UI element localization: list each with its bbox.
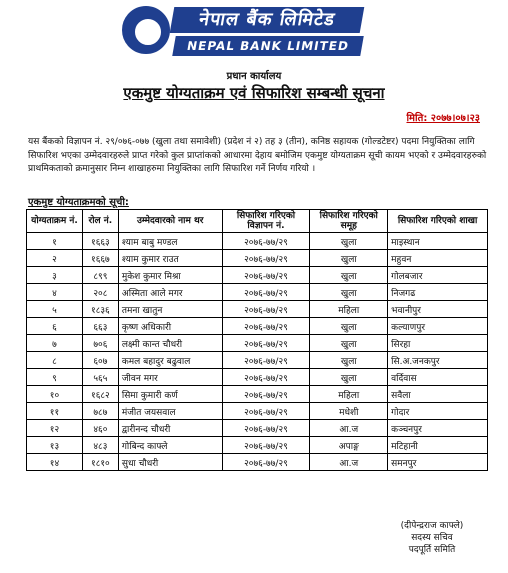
- column-header: रोल नं.: [82, 210, 118, 233]
- table-cell: ५६५: [82, 369, 118, 386]
- table-cell: २: [27, 250, 83, 267]
- table-row: [27, 233, 488, 250]
- table-cell: २०७६-७७/२९: [222, 454, 310, 471]
- table-cell: २०७६-७७/२९: [222, 301, 310, 318]
- table-cell: ४६०: [82, 420, 118, 437]
- bank-name-english: NEPAL BANK LIMITED: [172, 36, 364, 56]
- table-cell: खुला: [310, 267, 388, 284]
- table-cell: द्वारीनन्द चौधरी: [118, 420, 222, 437]
- table-cell: माइस्थान: [388, 233, 488, 250]
- table-cell: सवैला: [388, 386, 488, 403]
- table-cell: आ.ज: [310, 420, 388, 437]
- table-row: [27, 437, 488, 454]
- table-cell: ४: [27, 284, 83, 301]
- table-cell: २०७६-७७/२९: [222, 233, 310, 250]
- table-cell: आ.ज: [310, 454, 388, 471]
- bank-name-nepali: नेपाल बैंक लिमिटेड: [170, 7, 365, 33]
- table-cell: २०७६-७७/२९: [222, 386, 310, 403]
- table-cell: १०: [27, 386, 83, 403]
- table-cell: २०८: [82, 284, 118, 301]
- table-cell: २०७६-७७/२९: [222, 352, 310, 369]
- table-row: [27, 250, 488, 267]
- signatory-name: (दीपेन्द्रराज काफ्ले): [400, 521, 464, 531]
- table-row: [27, 420, 488, 437]
- column-header: उम्मेदवारको नाम थर: [118, 210, 222, 233]
- column-header: योग्यताक्रम नं.: [27, 210, 83, 233]
- signatory-role: सदस्य सचिव: [411, 533, 453, 543]
- notice-paragraph: यस बैंकको विज्ञापन नं. २९/०७६-०७७ (खुला तथा समावेशी) (प्रदेश नं २) तह ३ (तीन), कनिष्ठ सहायक (गोल्डटेष्टर) पदमा नियुक्तिका लागि सिफारिश भएका उम्मेदवारहरुले प्राप्त गरेको कुल प्राप्तांकको आधारमा देहाय बमोजिम एकमुष्ट योग्यताक्रम सूची कायम भएको र उम्मेदवारहरुको प्राथमिकताको क्रमानुसार निम्न शाखाहरुमा नियुक्तिका लागि सिफारिश गर्ने निर्णय गरियो ।: [28, 137, 487, 174]
- table-row: [27, 352, 488, 369]
- table-cell: सि.अ.जनकपुर: [388, 352, 488, 369]
- table-cell: खुला: [310, 233, 388, 250]
- table-cell: २०७६-७७/२९: [222, 250, 310, 267]
- table-cell: गोलबजार: [388, 267, 488, 284]
- table-cell: ७८७: [82, 403, 118, 420]
- table-cell: अपाङ्ग: [310, 437, 388, 454]
- table-cell: महिला: [310, 301, 388, 318]
- table-cell: २०७६-७७/२९: [222, 335, 310, 352]
- merit-list-table: [26, 209, 488, 471]
- table-cell: मंजीत जयसवाल: [118, 403, 222, 420]
- column-header: सिफारिश गरिएको विज्ञापन नं.: [222, 210, 310, 233]
- table-cell: ३: [27, 267, 83, 284]
- table-body: [27, 233, 488, 471]
- table-cell: २०७६-७७/२९: [222, 420, 310, 437]
- bank-logo-icon: [122, 6, 170, 54]
- table-cell: कल्याणपुर: [388, 318, 488, 335]
- table-cell: ७: [27, 335, 83, 352]
- bank-header: [0, 0, 508, 62]
- table-cell: २०७६-७७/२९: [222, 403, 310, 420]
- table-cell: १३: [27, 437, 83, 454]
- office-name: प्रधान कार्यालय: [226, 71, 282, 82]
- table-cell: २०७६-७७/२९: [222, 369, 310, 386]
- notice-date: मिति: २०७७।०७।२३: [406, 113, 480, 124]
- table-row: [27, 284, 488, 301]
- table-cell: महिला: [310, 386, 388, 403]
- table-cell: निजगढ: [388, 284, 488, 301]
- table-header-row: [27, 210, 488, 233]
- table-cell: १६६७: [82, 250, 118, 267]
- table-cell: ८: [27, 352, 83, 369]
- table-cell: लक्ष्मी कान्त चौधरी: [118, 335, 222, 352]
- table-row: [27, 386, 488, 403]
- list-heading: एकमुष्ट योग्यताक्रमको सूची:: [28, 197, 129, 208]
- table-cell: खुला: [310, 335, 388, 352]
- table-cell: कृष्ण अधिकारी: [118, 318, 222, 335]
- table-cell: मुकेश कुमार मिश्रा: [118, 267, 222, 284]
- table-cell: महुवन: [388, 250, 488, 267]
- table-cell: सिरहा: [388, 335, 488, 352]
- column-header: सिफारिश गरिएको समूह: [310, 210, 388, 233]
- table-cell: मटिहानी: [388, 437, 488, 454]
- table-cell: श्याम कुमार राउत: [118, 250, 222, 267]
- table-cell: अस्मिता आले मगर: [118, 284, 222, 301]
- table-cell: खुला: [310, 284, 388, 301]
- table-cell: ९: [27, 369, 83, 386]
- table-row: [27, 403, 488, 420]
- table-cell: ५: [27, 301, 83, 318]
- table-cell: सिमा कुमारी कर्ण: [118, 386, 222, 403]
- table-cell: खुला: [310, 352, 388, 369]
- table-cell: गोदार: [388, 403, 488, 420]
- table-cell: तमना खातुन: [118, 301, 222, 318]
- table-cell: भवानीपुर: [388, 301, 488, 318]
- column-header: सिफारिश गरिएको शाखा: [388, 210, 488, 233]
- table-row: [27, 369, 488, 386]
- committee-name: पदपूर्ति समिति: [408, 545, 456, 555]
- table-row: [27, 301, 488, 318]
- table-cell: जीवन मगर: [118, 369, 222, 386]
- table-cell: १: [27, 233, 83, 250]
- table-cell: वर्दिवास: [388, 369, 488, 386]
- table-row: [27, 318, 488, 335]
- table-cell: ६६३: [82, 318, 118, 335]
- table-cell: ६: [27, 318, 83, 335]
- table-cell: २०७६-७७/२९: [222, 437, 310, 454]
- table-cell: कञ्चनपुर: [388, 420, 488, 437]
- table-row: [27, 267, 488, 284]
- signature-block: [382, 520, 482, 556]
- table-cell: ६०७: [82, 352, 118, 369]
- table-cell: कमल बहादुर बढुवाल: [118, 352, 222, 369]
- table-cell: २०७६-७७/२९: [222, 284, 310, 301]
- notice-title: एकमुष्ट योग्यताक्रम एवं सिफारिश सम्बन्धी सूचना: [123, 84, 385, 102]
- table-cell: १४: [27, 454, 83, 471]
- table-cell: सुधा चौधरी: [118, 454, 222, 471]
- table-cell: २०७६-७७/२९: [222, 318, 310, 335]
- table-cell: ११: [27, 403, 83, 420]
- table-cell: १८१०: [82, 454, 118, 471]
- table-cell: खुला: [310, 318, 388, 335]
- table-cell: १२: [27, 420, 83, 437]
- table-cell: ७०६: [82, 335, 118, 352]
- table-row: [27, 335, 488, 352]
- table-cell: गोबिन्द काफ्ले: [118, 437, 222, 454]
- table-cell: खुला: [310, 369, 388, 386]
- table-cell: १६६३: [82, 233, 118, 250]
- table-cell: श्याम बाबु मण्डल: [118, 233, 222, 250]
- table-cell: १६८२: [82, 386, 118, 403]
- table-cell: ८९९: [82, 267, 118, 284]
- table-cell: ४८३: [82, 437, 118, 454]
- table-cell: १८३६: [82, 301, 118, 318]
- table-cell: समनपुर: [388, 454, 488, 471]
- table-cell: खुला: [310, 250, 388, 267]
- table-cell: २०७६-७७/२९: [222, 267, 310, 284]
- table-row: [27, 454, 488, 471]
- table-cell: मधेशी: [310, 403, 388, 420]
